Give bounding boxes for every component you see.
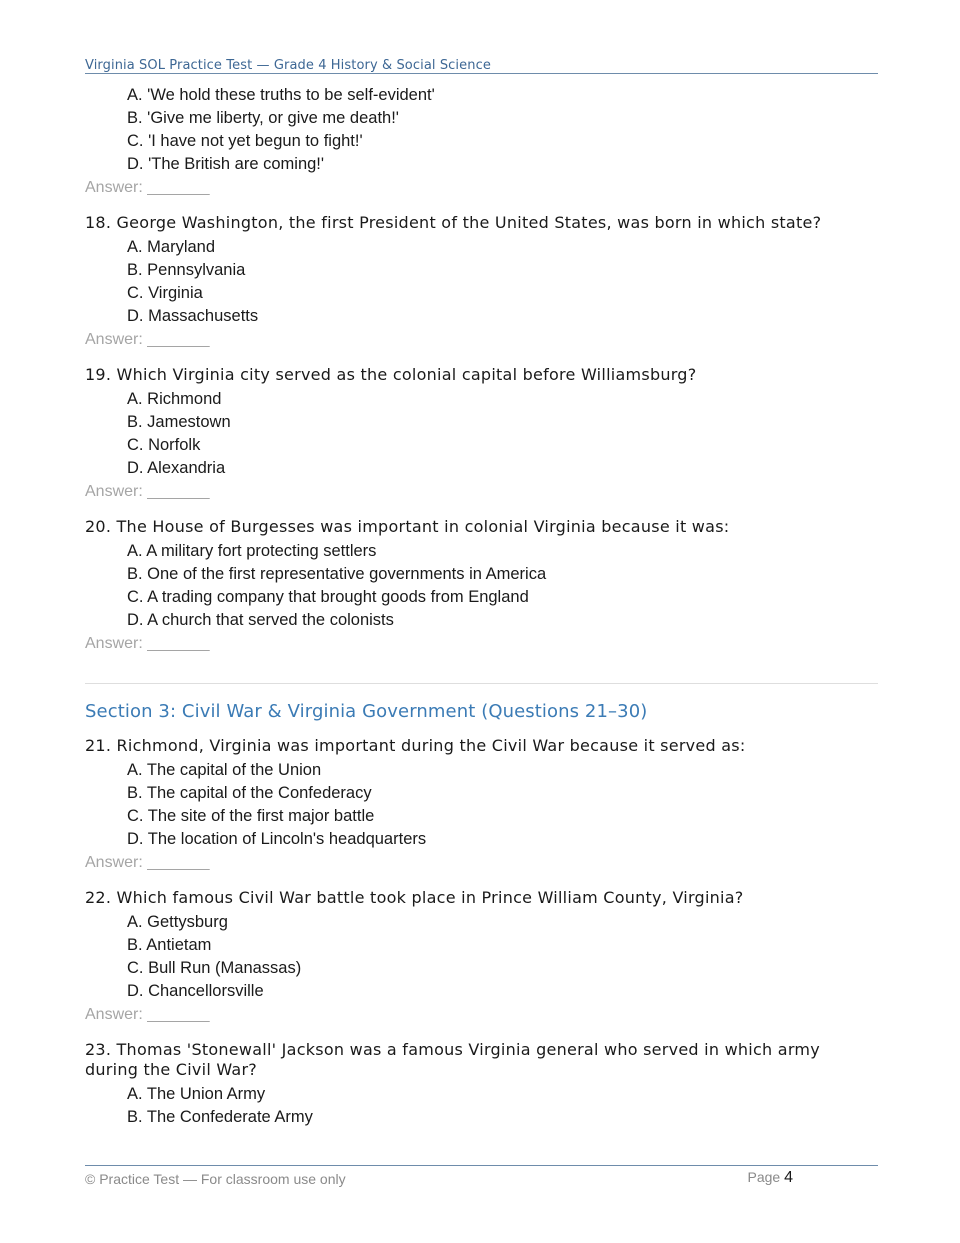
page-footer xyxy=(85,1165,878,1191)
option-b: B. One of the first representative governments in America xyxy=(127,565,547,583)
option-b: B. The Confederate Army xyxy=(127,1108,313,1126)
footer-copyright: © Practice Test — For classroom use only xyxy=(85,1171,346,1187)
question-options xyxy=(85,388,878,480)
question-options xyxy=(85,236,878,328)
option-d: D. Chancellorsville xyxy=(127,982,264,1000)
question-options xyxy=(85,1083,878,1129)
option-a: A. The Union Army xyxy=(127,1085,266,1103)
question-text: 19. Which Virginia city served as the colonial capital before Williamsburg? xyxy=(85,365,697,384)
option-a: A. The capital of the Union xyxy=(127,761,322,779)
header-title: Virginia SOL Practice Test — Grade 4 History & Social Science xyxy=(85,58,491,73)
answer-blank[interactable]: Answer: _______ xyxy=(85,483,210,500)
option-a: A. Gettysburg xyxy=(127,913,228,931)
question-text: 20. The House of Burgesses was important in colonial Virginia because it was: xyxy=(85,517,730,536)
question-22 xyxy=(85,888,878,1026)
page-header xyxy=(85,54,878,74)
question-21 xyxy=(85,736,878,874)
question-options xyxy=(85,911,878,1003)
question-options xyxy=(85,540,878,632)
page-number: 4 xyxy=(784,1169,793,1186)
option-a: A. A military fort protecting settlers xyxy=(127,542,377,560)
option-b: B. 'Give me liberty, or give me death!' xyxy=(127,109,399,127)
option-d: D. Massachusetts xyxy=(127,307,259,325)
question-text: 22. Which famous Civil War battle took place in Prince William County, Virginia? xyxy=(85,888,744,907)
question-text: 21. Richmond, Virginia was important during the Civil War because it served as: xyxy=(85,736,746,755)
option-c: C. The site of the first major battle xyxy=(127,807,375,825)
page-number-label xyxy=(748,1169,794,1187)
answer-blank[interactable]: Answer: _______ xyxy=(85,179,210,196)
question-17 xyxy=(85,84,878,199)
question-options xyxy=(85,759,878,851)
answer-blank[interactable]: Answer: _______ xyxy=(85,635,210,652)
option-c: C. Bull Run (Manassas) xyxy=(127,959,302,977)
section-divider xyxy=(85,683,878,684)
option-d: D. Alexandria xyxy=(127,459,226,477)
option-c: C. 'I have not yet begun to fight!' xyxy=(127,132,363,150)
option-a: A. 'We hold these truths to be self-evident' xyxy=(127,86,435,104)
option-c: C. Norfolk xyxy=(127,436,201,454)
option-b: B. Antietam xyxy=(127,936,212,954)
question-options xyxy=(85,84,878,176)
option-d: D. 'The British are coming!' xyxy=(127,155,325,173)
option-c: C. Virginia xyxy=(127,284,203,302)
question-text: 18. George Washington, the first President of the United States, was born in which state? xyxy=(85,213,822,232)
answer-blank[interactable]: Answer: _______ xyxy=(85,1006,210,1023)
section-title: Section 3: Civil War & Virginia Government (Questions 21–30) xyxy=(85,701,648,722)
question-text: 23. Thomas 'Stonewall' Jackson was a famous Virginia general who served in which army during the Civil War? xyxy=(85,1040,820,1079)
question-18 xyxy=(85,213,878,351)
option-b: B. Jamestown xyxy=(127,413,231,431)
question-19 xyxy=(85,365,878,503)
option-a: A. Maryland xyxy=(127,238,216,256)
answer-blank[interactable]: Answer: _______ xyxy=(85,854,210,871)
option-b: B. The capital of the Confederacy xyxy=(127,784,372,802)
option-b: B. Pennsylvania xyxy=(127,261,246,279)
question-20 xyxy=(85,517,878,655)
page-label: Page xyxy=(747,1169,781,1185)
option-d: D. A church that served the colonists xyxy=(127,611,394,629)
option-a: A. Richmond xyxy=(127,390,222,408)
option-c: C. A trading company that brought goods from England xyxy=(127,588,529,606)
option-d: D. The location of Lincoln's headquarters xyxy=(127,830,427,848)
page-content xyxy=(85,84,878,1143)
question-23 xyxy=(85,1040,878,1129)
answer-blank[interactable]: Answer: _______ xyxy=(85,331,210,348)
